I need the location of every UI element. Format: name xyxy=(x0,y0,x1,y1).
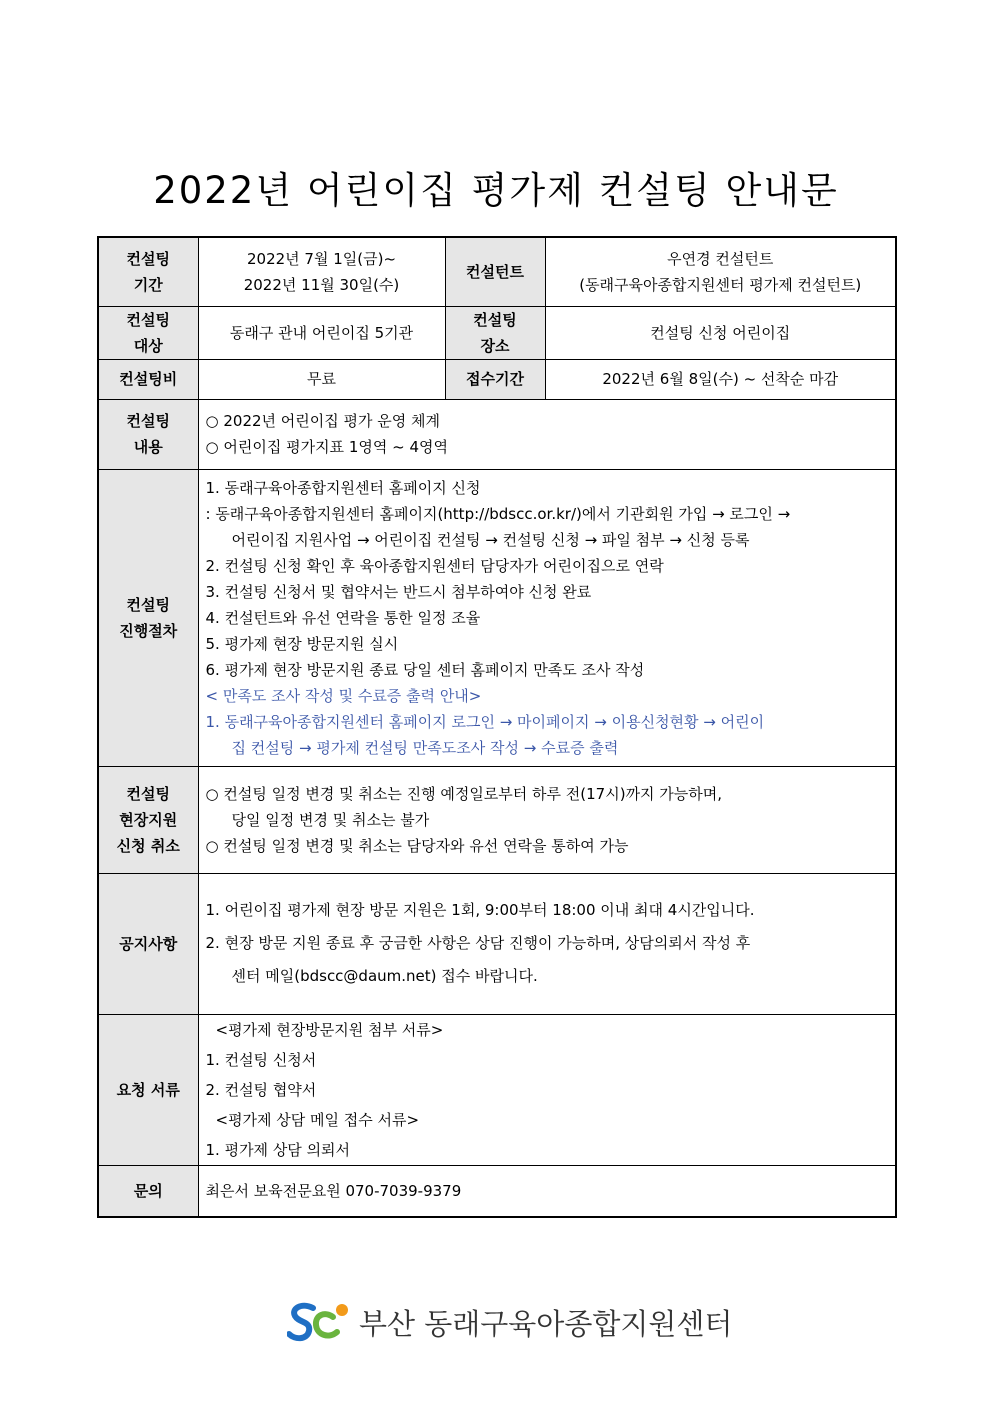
row-contact xyxy=(98,1165,896,1217)
value-reception: 2022년 6월 8일(수) ~ 선착순 마감 xyxy=(545,359,896,399)
label-line: 기간 xyxy=(133,275,163,294)
row-notice xyxy=(98,873,896,1014)
center-logo-icon xyxy=(287,1299,353,1345)
label-period xyxy=(98,237,198,306)
label-contact: 문의 xyxy=(98,1165,198,1217)
label-line: 장소 xyxy=(480,336,510,355)
label-line: 컨설팅 xyxy=(126,595,170,614)
label-documents: 요청 서류 xyxy=(98,1014,198,1165)
value-consultant xyxy=(545,237,896,306)
value-contact: 최은서 보육전문요원 070-7039-9379 xyxy=(198,1165,896,1217)
label-cancel xyxy=(98,766,198,873)
consultant-affiliation: (동래구육아종합지원센터 평가제 컨설턴트) xyxy=(579,275,862,294)
label-line: 신청 취소 xyxy=(116,836,180,855)
value-notice xyxy=(198,873,896,1014)
row-target xyxy=(98,306,896,359)
period-end: 2022년 11월 30일(수) xyxy=(243,275,400,294)
center-logo xyxy=(287,1297,732,1347)
documents-item: 2. 컨설팅 협약서 xyxy=(205,1080,317,1099)
label-line: 대상 xyxy=(133,336,163,355)
value-target: 동래구 관내 어린이집 5기관 xyxy=(198,306,445,359)
value-place: 컨설팅 신청 어린이집 xyxy=(545,306,896,359)
documents-item: 1. 컨설팅 신청서 xyxy=(205,1050,317,1069)
survey-guide-step: 1. 동래구육아종합지원센터 홈페이지 로그인 → 마이페이지 → 이용신청현황 → 어린이 xyxy=(205,712,765,731)
procedure-step: 1. 동래구육아종합지원센터 홈페이지 신청 xyxy=(205,478,481,497)
label-procedure xyxy=(98,469,198,766)
documents-group-heading: <평가제 현장방문지원 첨부 서류> xyxy=(215,1020,444,1039)
procedure-step: 3. 컨설팅 신청서 및 협약서는 반드시 첨부하여야 신청 완료 xyxy=(205,582,592,601)
procedure-step: 4. 컨설턴트와 유선 연락을 통한 일정 조율 xyxy=(205,608,481,627)
survey-guide-step: 집 컨설팅 → 평가제 컨설팅 만족도조사 작성 → 수료증 출력 xyxy=(231,738,619,757)
row-cancel xyxy=(98,766,896,873)
label-line: 현장지원 xyxy=(119,810,178,829)
consultant-name: 우연경 컨설턴트 xyxy=(667,249,774,268)
label-line: 컨설팅 xyxy=(126,784,170,803)
label-target xyxy=(98,306,198,359)
documents-item: 1. 평가제 상담 의뢰서 xyxy=(205,1140,351,1159)
row-documents xyxy=(98,1014,896,1165)
label-content xyxy=(98,399,198,469)
cancel-item: ○ 컨설팅 일정 변경 및 취소는 담당자와 유선 연락을 통하여 가능 xyxy=(205,836,629,855)
cancel-item: ○ 컨설팅 일정 변경 및 취소는 진행 예정일로부터 하루 전(17시)까지 가능하며, xyxy=(205,784,723,803)
label-line: 컨설팅 xyxy=(126,249,170,268)
survey-guide-heading: < 만족도 조사 작성 및 수료증 출력 안내> xyxy=(205,686,482,705)
procedure-step-detail: 어린이집 지원사업 → 어린이집 컨설팅 → 컨설팅 신청 → 파일 첨부 → 신청 등록 xyxy=(231,530,750,549)
notice-item-detail: 센터 메일(bdscc@daum.net) 접수 바랍니다. xyxy=(231,967,538,985)
row-fee xyxy=(98,359,896,399)
content-item: ○ 2022년 어린이집 평가 운영 체계 xyxy=(205,412,440,430)
documents-group-heading: <평가제 상담 메일 접수 서류> xyxy=(215,1110,420,1129)
procedure-step: 6. 평가제 현장 방문지원 종료 당일 센터 홈페이지 만족도 조사 작성 xyxy=(205,660,645,679)
period-start: 2022년 7월 1일(금)~ xyxy=(246,249,397,268)
label-line: 컨설팅 xyxy=(126,310,170,329)
procedure-step: 5. 평가제 현장 방문지원 실시 xyxy=(205,634,399,653)
label-fee: 컨설팅비 xyxy=(98,359,198,399)
center-logo-text: 부산 동래구육아종합지원센터 xyxy=(359,1306,733,1341)
row-procedure xyxy=(98,469,896,766)
label-line: 진행절차 xyxy=(119,621,178,640)
notice-item: 2. 현장 방문 지원 종료 후 궁금한 사항은 상담 진행이 가능하며, 상담의뢰서 작성 후 xyxy=(205,934,751,952)
row-period xyxy=(98,237,896,306)
cancel-item-detail: 당일 일정 변경 및 취소는 불가 xyxy=(231,810,430,829)
row-content xyxy=(98,399,896,469)
page-title: 2022년 어린이집 평가제 컨설팅 안내문 xyxy=(153,169,839,212)
label-reception: 접수기간 xyxy=(445,359,545,399)
label-consultant: 컨설턴트 xyxy=(445,237,545,306)
content-item: ○ 어린이집 평가지표 1영역 ~ 4영역 xyxy=(205,438,448,456)
label-notice: 공지사항 xyxy=(98,873,198,1014)
label-place xyxy=(445,306,545,359)
label-line: 컨설팅 xyxy=(473,310,517,329)
value-documents xyxy=(198,1014,896,1165)
info-table xyxy=(97,236,897,1218)
value-cancel xyxy=(198,766,896,873)
value-period xyxy=(198,237,445,306)
value-fee: 무료 xyxy=(198,359,445,399)
value-content xyxy=(198,399,896,469)
procedure-step: 2. 컨설팅 신청 확인 후 육아종합지원센터 담당자가 어린이집으로 연락 xyxy=(205,556,664,575)
value-procedure xyxy=(198,469,896,766)
notice-item: 1. 어린이집 평가제 현장 방문 지원은 1회, 9:00부터 18:00 이내 최대 4시간입니다. xyxy=(205,901,755,919)
procedure-step-detail: : 동래구육아종합지원센터 홈페이지(http://bdscc.or.kr/)에서 기관회원 가입 → 로그인 → xyxy=(205,504,791,523)
label-line: 컨설팅 xyxy=(126,412,170,430)
label-line: 내용 xyxy=(133,438,163,456)
